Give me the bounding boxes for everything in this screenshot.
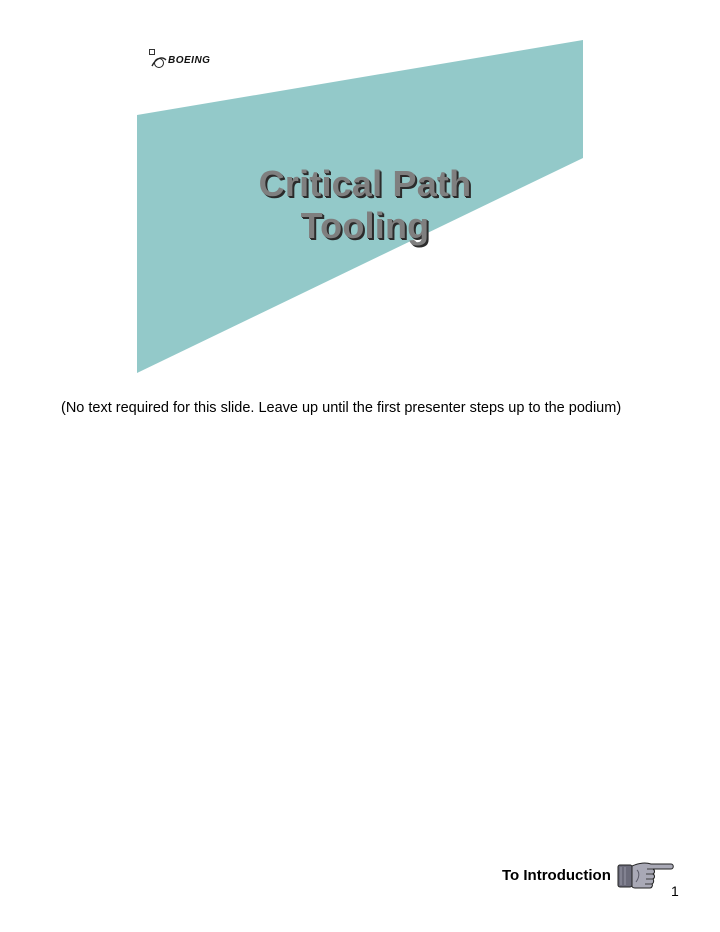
speaker-notes: (No text required for this slide. Leave up until the first presenter steps up to the podium) — [61, 400, 622, 416]
logo-wordmark: BOEING — [168, 55, 211, 66]
slide-title-line-1: Critical Path — [258, 163, 472, 204]
slide-title — [200, 163, 530, 247]
page-number: 1 — [671, 883, 679, 899]
boeing-logo — [142, 40, 232, 64]
pointing-hand-icon[interactable] — [617, 858, 675, 892]
boeing-swoosh-icon — [150, 54, 168, 70]
slide-thumbnail — [130, 30, 590, 380]
to-introduction-label[interactable]: To Introduction — [502, 866, 611, 884]
slide-title-line-2: Tooling — [300, 205, 430, 246]
to-introduction-link[interactable] — [502, 858, 675, 892]
